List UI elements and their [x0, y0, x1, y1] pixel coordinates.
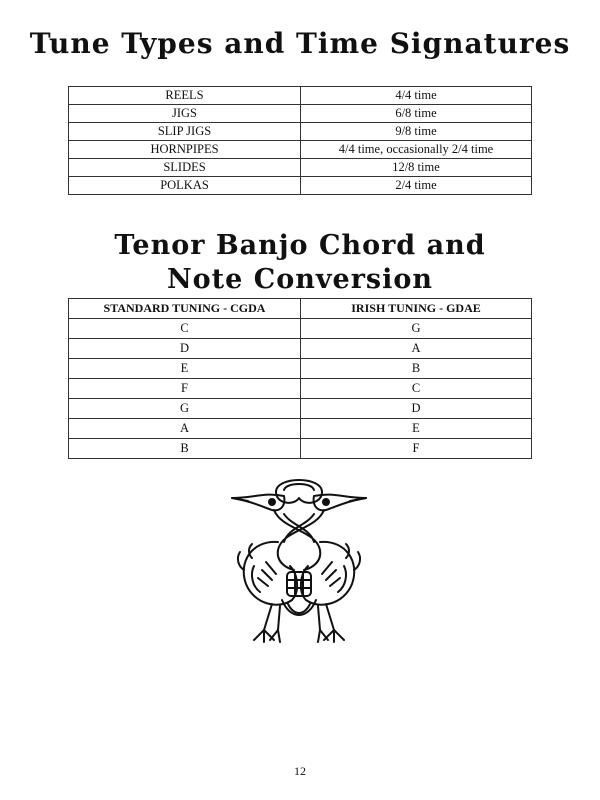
irish-note-cell: B — [301, 359, 532, 379]
tuning-conversion-table — [68, 298, 532, 459]
table-row — [69, 105, 532, 123]
table-row — [69, 359, 532, 379]
standard-tuning-header: STANDARD TUNING - CGDA — [69, 299, 301, 319]
page-number: 12 — [294, 764, 306, 778]
table-row — [69, 399, 532, 419]
conversion-title — [0, 229, 600, 297]
tune-type-cell: SLIP JIGS — [69, 123, 301, 141]
table-row — [69, 319, 532, 339]
table-row — [69, 419, 532, 439]
time-signature-cell: 12/8 time — [301, 159, 532, 177]
time-signature-cell: 6/8 time — [301, 105, 532, 123]
table-row — [69, 339, 532, 359]
time-signature-cell: 4/4 time — [301, 87, 532, 105]
time-signature-cell: 9/8 time — [301, 123, 532, 141]
table-row — [69, 123, 532, 141]
table-row — [69, 439, 532, 459]
standard-note-cell: A — [69, 419, 301, 439]
tune-type-cell: HORNPIPES — [69, 141, 301, 159]
standard-note-cell: C — [69, 319, 301, 339]
irish-note-cell: C — [301, 379, 532, 399]
tune-type-cell: JIGS — [69, 105, 301, 123]
conversion-title-line2: Note Conversion — [166, 264, 434, 295]
tune-type-cell: POLKAS — [69, 177, 301, 195]
tune-type-cell: REELS — [69, 87, 301, 105]
table-header-row — [69, 299, 532, 319]
irish-note-cell: E — [301, 419, 532, 439]
irish-note-cell: D — [301, 399, 532, 419]
table-row — [69, 141, 532, 159]
tune-types-title: Tune Types and Time Signatures — [29, 27, 571, 60]
celtic-knot-birds-icon — [224, 470, 374, 675]
irish-tuning-header: IRISH TUNING - GDAE — [301, 299, 532, 319]
time-signature-cell: 2/4 time — [301, 177, 532, 195]
time-signature-cell: 4/4 time, occasionally 2/4 time — [301, 141, 532, 159]
irish-note-cell: F — [301, 439, 532, 459]
conversion-title-line1: Tenor Banjo Chord and — [114, 230, 486, 261]
irish-note-cell: A — [301, 339, 532, 359]
table-row — [69, 159, 532, 177]
standard-note-cell: D — [69, 339, 301, 359]
standard-note-cell: B — [69, 439, 301, 459]
table-row — [69, 379, 532, 399]
table-row — [69, 177, 532, 195]
tune-types-table — [68, 86, 532, 195]
tune-type-cell: SLIDES — [69, 159, 301, 177]
irish-note-cell: G — [301, 319, 532, 339]
standard-note-cell: E — [69, 359, 301, 379]
standard-note-cell: F — [69, 379, 301, 399]
table-row — [69, 87, 532, 105]
standard-note-cell: G — [69, 399, 301, 419]
